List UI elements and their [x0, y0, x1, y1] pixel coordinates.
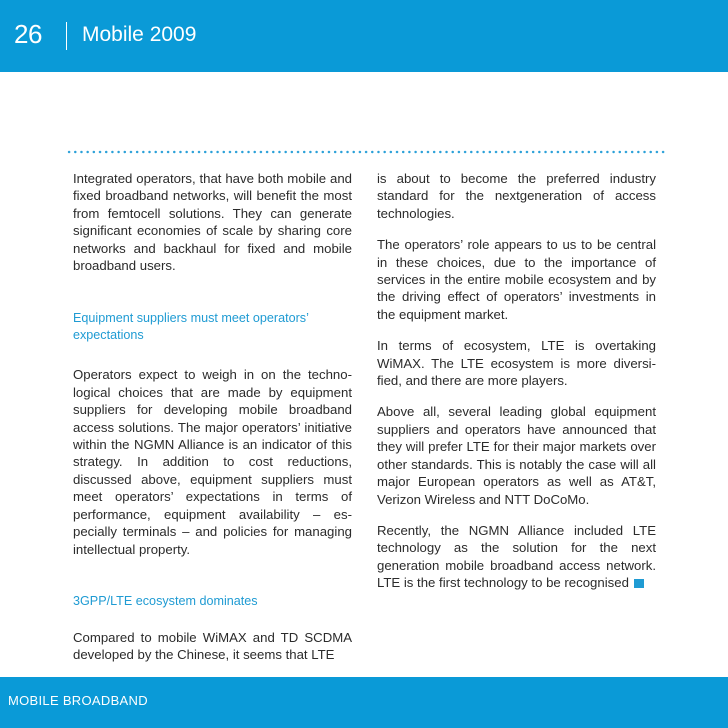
operators-expectations-paragraph: Operators expect to weigh in on the technological choices that are made by equipment suppliers for developing mobile broadband access solutions. The major operators’ initiative within the NGMN Alliance is an indicator of this strategy. In addition to cost reductions, discussed above, equipment suppliers must meet operators’ expectations in terms of performance, equipment availability – especially terminals – and policies for managing intellectual property.: [73, 367, 352, 557]
comparison-paragraph: Compared to mobile WiMAX and TD SCDMA developed by the Chinese, it seems that LTE: [73, 629, 352, 663]
section-label: MOBILE BROADBAND: [8, 693, 148, 708]
intro-paragraph: Integrated operators, that have both mobile and fixed broadband networks, will benefit the most from femtocell solutions. They can generate significant economies of scale by sharing core networks and backhaul for fixed and mobile broadband users.: [73, 171, 352, 274]
suppliers-paragraph: Above all, several leading global equipment suppliers and operators have announced that they will prefer LTE for their major markets over other standards. This is notably the case will all major European operators as well as AT&T, Verizon Wireless and NTT DoCoMo.: [377, 404, 656, 507]
page-number: 26: [14, 19, 42, 49]
header-divider: [66, 22, 67, 50]
left-column: [73, 170, 352, 664]
operators-role-paragraph: The operators’ role appears to us to be central in these choices, due to the importance of services in the entire mobile ecosystem and by the driving effect of operators’ investments in the equipment market.: [377, 237, 656, 322]
page-footer: [0, 677, 728, 728]
right-column: [377, 170, 656, 606]
publication-title: Mobile 2009: [82, 23, 197, 46]
dotted-rule: [66, 150, 666, 154]
ngmn-paragraph-text: Recently, the NGMN Alliance included LTE technology as the solution for the next generation mobile broadband access network. LTE is the first technology to be recognised: [377, 522, 656, 591]
ngmn-paragraph: [377, 522, 656, 592]
ecosystem-paragraph: In terms of ecosystem, LTE is overtaking WiMAX. The LTE ecosystem is more diversified, and there are more players.: [377, 338, 656, 389]
end-of-article-square-icon: [634, 579, 644, 588]
standard-paragraph: is about to become the preferred industry standard for the nextgeneration of access technologies.: [377, 171, 656, 221]
page-header: [0, 0, 728, 72]
subheading-ecosystem: 3GPP/LTE ecosystem dominates: [73, 593, 258, 608]
subheading-equipment-suppliers: Equipment suppliers must meet operators’ expectations: [73, 311, 309, 343]
